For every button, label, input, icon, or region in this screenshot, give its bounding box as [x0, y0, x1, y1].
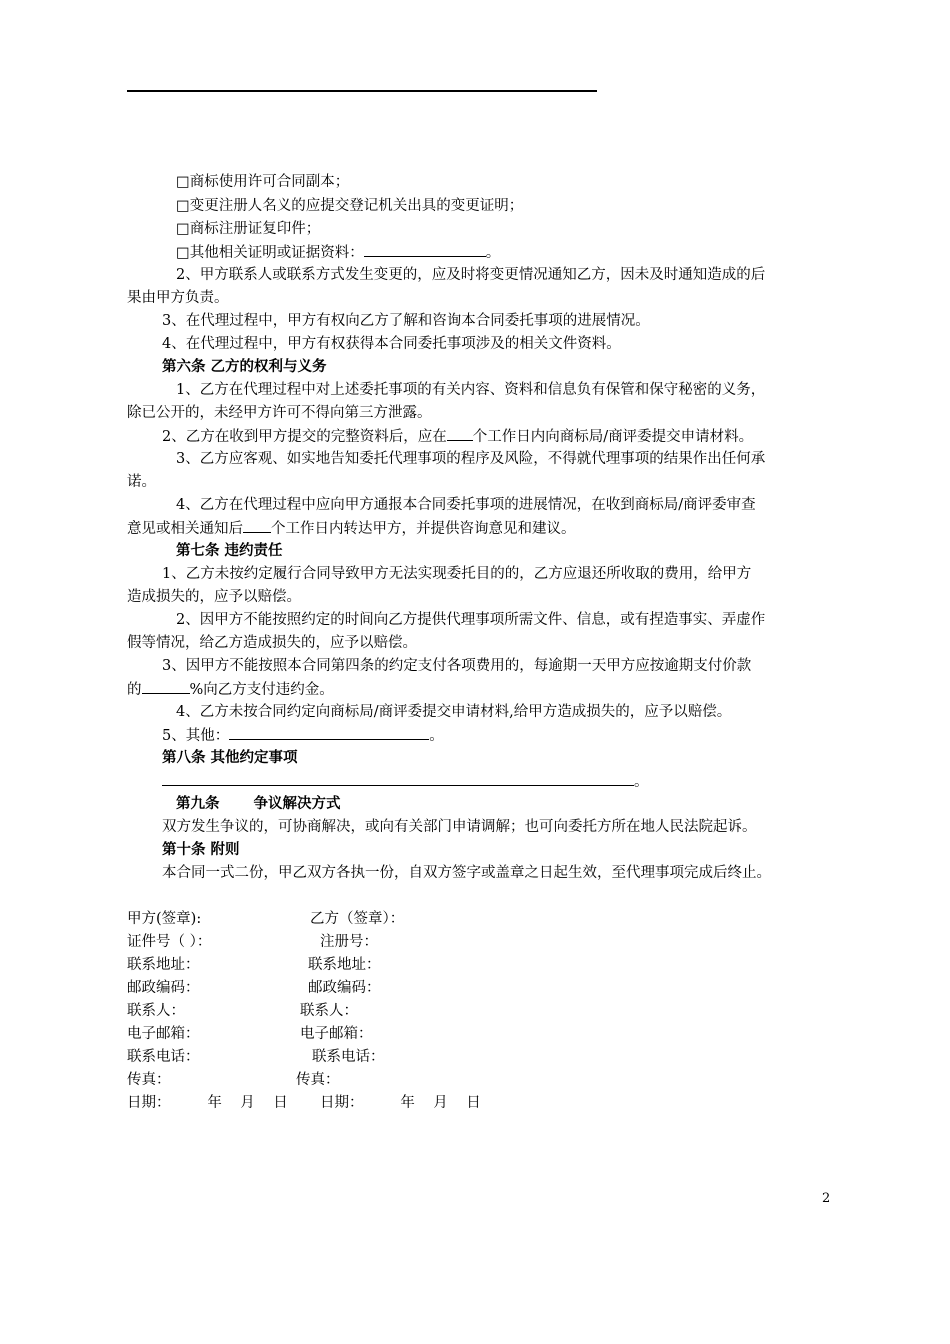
party-a-phone: 联系电话： [127, 1049, 200, 1065]
text-segment: 个工作日内转达甲方，并提供咨询意见和建议。 [271, 521, 576, 537]
article-number: 第九条 [176, 795, 220, 812]
paragraph-line [162, 426, 753, 447]
checklist-item: □商标使用许可合同副本； [176, 174, 350, 190]
party-b-phone: 联系电话： [312, 1049, 385, 1065]
paragraph-line: 1、乙方在代理过程中对上述委托事项的有关内容、资料和信息负有保管和保守秘密的义务， [176, 382, 766, 398]
text-segment: %向乙方支付违约金。 [189, 682, 334, 698]
paragraph-line [162, 725, 444, 746]
blank-line [162, 771, 634, 786]
period: 。 [429, 728, 444, 744]
header-rule [127, 90, 597, 92]
text-segment: 2、乙方在收到甲方提交的完整资料后，应在 [162, 429, 447, 445]
paragraph-line: 4、在代理过程中，甲方有权获得本合同委托事项涉及的相关文件资料。 [162, 336, 621, 352]
party-a-fax: 传真： [127, 1072, 171, 1088]
period: 。 [485, 245, 501, 261]
paragraph-line: 4、乙方未按合同约定向商标局/商评委提交申请材料,给甲方造成损失的，应予以赔偿。 [176, 704, 732, 720]
paragraph-line: 1、乙方未按约定履行合同导致甲方无法实现委托目的的，乙方应退还所收取的费用，给甲方 [162, 566, 752, 582]
article-heading: 第七条 违约责任 [176, 542, 283, 559]
party-b-date: 日期： 年 月 日 [320, 1095, 481, 1111]
text-segment: 意见或相关通知后 [127, 521, 243, 537]
article-heading: 第十条 附则 [162, 841, 240, 858]
party-b-fax: 传真： [296, 1072, 340, 1088]
paragraph-line: 本合同一式二份，甲乙双方各执一份，自双方签字或盖章之日起生效，至代理事项完成后终止。 [162, 865, 771, 881]
paragraph-line: 2、甲方联系人或联系方式发生变更的，应及时将变更情况通知乙方，因未及时通知造成的后 [176, 267, 766, 283]
article-title: 争议解决方式 [253, 795, 341, 812]
blank-line [142, 679, 190, 694]
article-heading: 第八条 其他约定事项 [162, 749, 298, 766]
checklist-item: □变更注册人名义的应提交登记机关出具的变更证明； [176, 198, 524, 214]
party-a-date: 日期： 年 月 日 [127, 1095, 288, 1111]
blank-line [243, 518, 271, 533]
checklist-item [176, 242, 500, 263]
paragraph-line: 果由甲方负责。 [127, 290, 229, 306]
party-b-signature: 乙方（签章）： [310, 911, 405, 927]
paragraph-line: 2、因甲方不能按照约定的时间向乙方提供代理事项所需文件、信息，或有捏造事实、弄虚作 [176, 612, 766, 628]
blank-line [229, 725, 429, 740]
party-b-postcode: 邮政编码： [308, 980, 381, 996]
article-heading [176, 794, 341, 814]
party-b-address: 联系地址： [308, 957, 381, 973]
party-b-registration-number: 注册号： [320, 934, 378, 950]
paragraph-line: 3、乙方应客观、如实地告知委托代理事项的程序及风险，不得就代理事项的结果作出任何承 [176, 451, 766, 467]
paragraph-line: 3、在代理过程中，甲方有权向乙方了解和咨询本合同委托事项的进展情况。 [162, 313, 650, 329]
page-number: 2 [822, 1191, 831, 1206]
checklist-label: □其他相关证明或证据资料： [176, 245, 364, 261]
paragraph-line [127, 679, 334, 700]
paragraph-line [127, 518, 576, 539]
party-a-id-number: 证件号（ ）： [127, 934, 212, 950]
party-a-postcode: 邮政编码： [127, 980, 200, 996]
paragraph-line: 4、乙方在代理过程中应向甲方通报本合同委托事项的进展情况，在收到商标局/商评委审查 [176, 497, 756, 513]
party-a-address: 联系地址： [127, 957, 200, 973]
period: 。 [634, 774, 649, 790]
text-segment: 5、其他： [162, 728, 230, 744]
blank-line-row [162, 771, 649, 792]
paragraph-line: 诺。 [127, 474, 156, 490]
article-heading: 第六条 乙方的权利与义务 [162, 358, 327, 375]
blank-line [364, 242, 486, 257]
paragraph-line: 假等情况，给乙方造成损失的，应予以赔偿。 [127, 635, 417, 651]
paragraph-line: 3、因甲方不能按照本合同第四条的约定支付各项费用的，每逾期一天甲方应按逾期支付价款 [162, 658, 752, 674]
party-a-contact: 联系人： [127, 1003, 185, 1019]
paragraph-line: 除已公开的，未经甲方许可不得向第三方泄露。 [127, 405, 432, 421]
text-segment: 个工作日内向商标局/商评委提交申请材料。 [472, 429, 754, 445]
text-segment: 的 [127, 682, 142, 698]
party-a-signature: 甲方(签章): [127, 911, 202, 927]
paragraph-line: 双方发生争议的，可协商解决，或向有关部门申请调解；也可向委托方所在地人民法院起诉。 [162, 819, 757, 835]
blank-line [447, 426, 473, 441]
paragraph-line: 造成损失的，应予以赔偿。 [127, 589, 301, 605]
party-b-contact: 联系人： [300, 1003, 358, 1019]
checklist-item: □商标注册证复印件； [176, 221, 321, 237]
party-a-email: 电子邮箱： [127, 1026, 200, 1042]
party-b-email: 电子邮箱： [300, 1026, 373, 1042]
